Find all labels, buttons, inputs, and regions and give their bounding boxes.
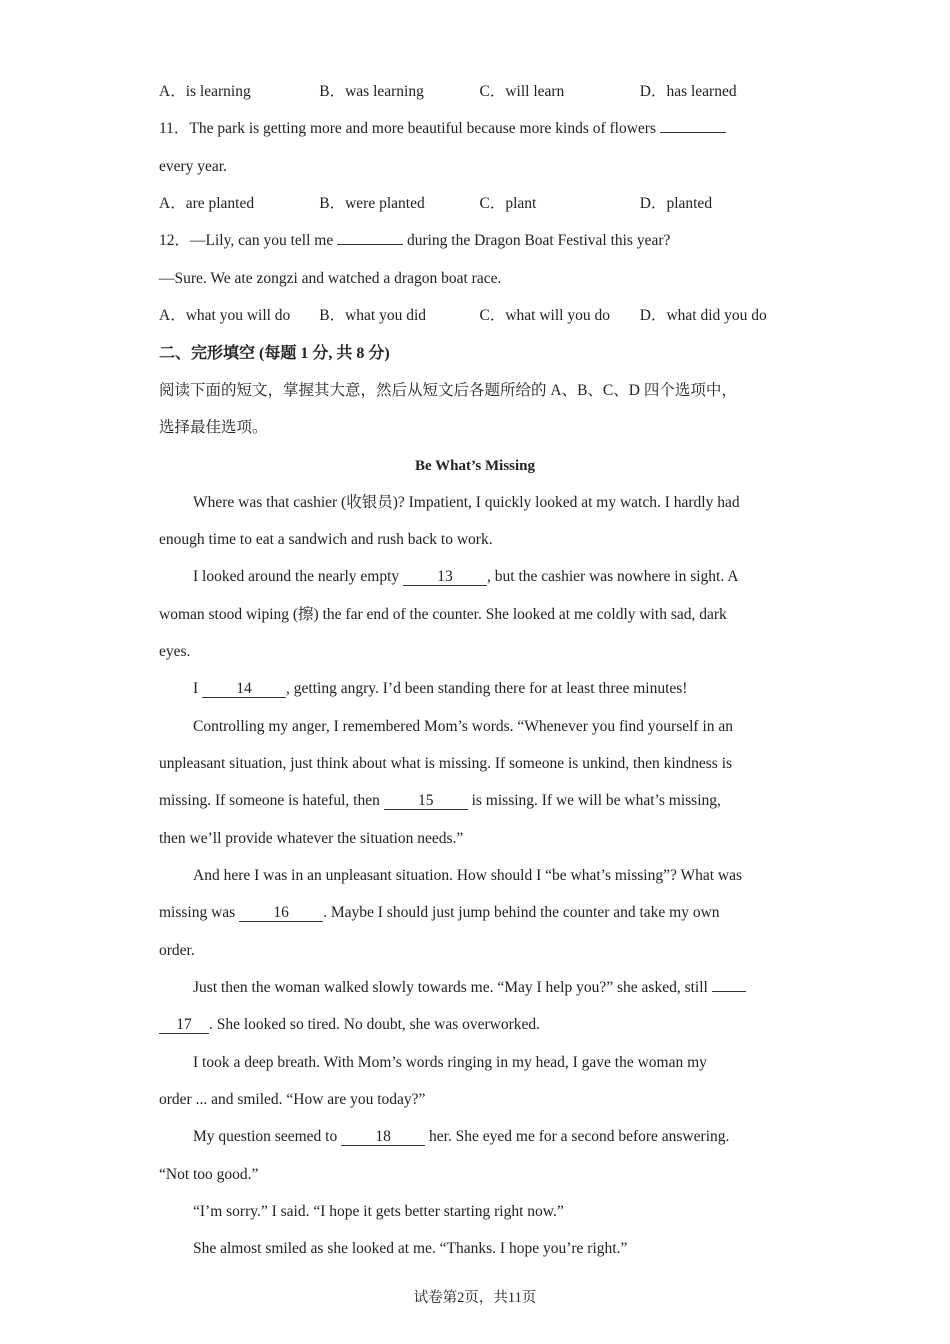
passage-p2-text-pre: I looked around the nearly empty <box>193 568 404 585</box>
passage-p8-text-pre: My question seemed to <box>193 1128 342 1145</box>
passage-p3-text-post: , getting angry. I’d been standing there for at least three minutes! <box>286 680 688 697</box>
passage-p5-line1: And here I was in an unpleasant situation. How should I “be what’s missing”? What was <box>193 867 742 884</box>
passage-p8-line1 <box>193 1127 800 1147</box>
blank-14: 14 <box>202 680 286 698</box>
passage-p1-line1: Where was that cashier (收银员)? Impatient, I quickly looked at my watch. I hardly had <box>193 494 740 511</box>
passage-p5-line2 <box>159 903 800 923</box>
blank-18: 18 <box>341 1128 425 1146</box>
passage-p7-line2: order ... and smiled. “How are you today?” <box>159 1091 426 1108</box>
section-heading: 二、完形填空 (每题 1 分, 共 8 分) <box>159 345 390 362</box>
q11-blank <box>660 132 726 133</box>
passage-p4-line4: then we’ll provide whatever the situation needs.” <box>159 830 464 847</box>
passage-p4-line1: Controlling my anger, I remembered Mom’s words. “Whenever you find yourself in an <box>193 718 734 735</box>
q10-option-b: B．was learning <box>319 83 424 100</box>
passage-p8-text-post: her. She eyed me for a second before answering. <box>425 1128 730 1145</box>
q11-stem-text: 11．The park is getting more and more beautiful because more kinds of flowers <box>159 120 660 137</box>
q12-stem-pre: 12．—Lily, can you tell me <box>159 232 338 249</box>
passage-p4-line2: unpleasant situation, just think about what is missing. If someone is unkind, then kindness is <box>159 755 733 772</box>
q12-option-c: C．what will you do <box>479 307 610 324</box>
passage-title: Be What’s Missing <box>414 458 535 474</box>
q10-options <box>159 82 800 102</box>
q12-option-b: B．what you did <box>319 307 427 324</box>
passage-p7-line1: I took a deep breath. With Mom’s words ringing in my head, I gave the woman my <box>193 1054 707 1071</box>
q12-options <box>159 306 800 326</box>
passage-p2-text-post: , but the cashier was nowhere in sight. A <box>487 568 739 585</box>
passage-p5-text-pre: missing was <box>159 904 240 921</box>
section-instruction-line2: 选择最佳选项。 <box>159 419 268 436</box>
q12-blank <box>337 244 403 245</box>
passage-p3-text-pre: I <box>193 680 203 697</box>
q10-option-a: A．is learning <box>159 83 251 100</box>
q11-option-d: D．planted <box>639 195 713 212</box>
page-footer: 试卷第2页，共11页 <box>413 1290 537 1306</box>
passage-p6-text-post: . She looked so tired. No doubt, she was overworked. <box>209 1016 541 1033</box>
q10-option-d: D．has learned <box>639 83 737 100</box>
passage-p5-line3: order. <box>159 942 195 959</box>
passage-p10: She almost smiled as she looked at me. “Thanks. I hope you’re right.” <box>193 1240 628 1257</box>
q10-option-c: C．will learn <box>479 83 565 100</box>
q11-option-c: C．plant <box>479 195 537 212</box>
passage-p1-line2: enough time to eat a sandwich and rush back to work. <box>159 531 493 548</box>
blank-15: 15 <box>384 792 468 810</box>
q12-option-a: A．what you will do <box>159 307 291 324</box>
passage-p2-line1 <box>193 567 800 587</box>
passage-p2-line3: eyes. <box>159 643 191 660</box>
passage-p4-line3 <box>159 791 800 811</box>
blank-17: 17 <box>159 1016 209 1034</box>
passage-p3-line1 <box>193 679 800 699</box>
blank-17-start <box>712 991 746 992</box>
q11-option-a: A．are planted <box>159 195 255 212</box>
q12-stem-post: during the Dragon Boat Festival this year? <box>403 232 671 249</box>
passage-p9: “I’m sorry.” I said. “I hope it gets better starting right now.” <box>193 1203 564 1220</box>
q11-stem <box>159 119 800 139</box>
passage-p8-line2: “Not too good.” <box>159 1166 259 1183</box>
passage-p5-text-post: . Maybe I should just jump behind the counter and take my own <box>323 904 720 921</box>
q12-reply: —Sure. We ate zongzi and watched a dragon boat race. <box>159 270 502 287</box>
passage-p4-text-post: is missing. If we will be what’s missing, <box>467 792 721 809</box>
blank-13: 13 <box>403 568 487 586</box>
blank-16: 16 <box>239 904 323 922</box>
passage-p6-line1 <box>193 978 800 998</box>
q12-stem <box>159 231 800 251</box>
q11-options <box>159 194 800 214</box>
q11-stem-cont: every year. <box>159 158 227 175</box>
passage-p6-text: Just then the woman walked slowly towards me. “May I help you?” she asked, still <box>193 979 712 996</box>
q11-option-b: B．were planted <box>319 195 425 212</box>
section-instruction-line1: 阅读下面的短文，掌握其大意，然后从短文后各题所给的 A、B、C、D 四个选项中， <box>159 382 737 399</box>
q12-option-d: D．what did you do <box>639 307 767 324</box>
passage-p6-line2 <box>159 1015 800 1035</box>
passage-p2-line2: woman stood wiping (擦) the far end of the counter. She looked at me coldly with sad, dark <box>159 606 727 623</box>
passage-p4-text-pre: missing. If someone is hateful, then <box>159 792 384 809</box>
